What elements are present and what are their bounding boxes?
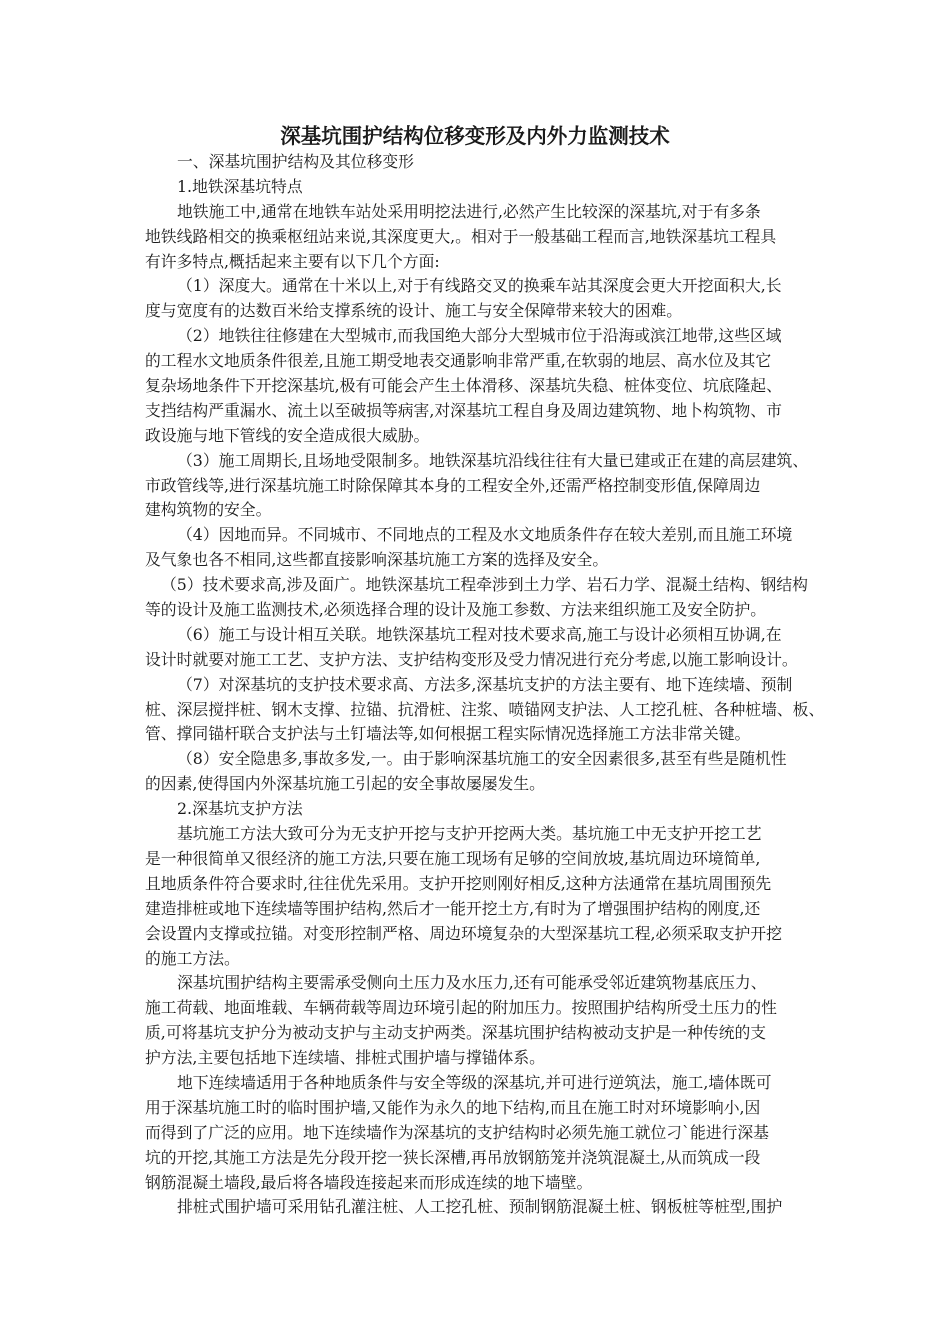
text-line: 是一种很简单又很经济的施工方法,只要在施工现场有足够的空间放坡,基坑周边环境简单, [145,848,761,868]
text-line: 基坑施工方法大致可分为无支护开挖与支护开挖两大类。基坑施工中无支护开挖工艺 [177,824,762,844]
text-line: （8）安全隐患多,事故多发,一。由于影响深基坑施工的安全因素很多,甚至有些是随机性 [177,749,787,769]
text-line: 设计时就要对施工工艺、支护方法、支护结构变形及受力情况进行充分考虑,以施工影响设计。 [145,649,798,669]
text-line: （6）施工与设计相互关联。地铁深基坑工程对技术要求高,施工与设计必须相互协调,在 [177,624,782,644]
text-line: （3）施工周期长,且场地受限制多。地铁深基坑沿线往往有大量已建或正在建的高层建筑、 [177,450,809,470]
text-line: 2.深基坑支护方法 [177,799,303,819]
text-line: 坑的开挖,其施工方法是先分段开挖一狭长深槽,再吊放钢筋笼并浇筑混凝土,从而筑成一段 [145,1147,761,1167]
text-line: 钢筋混凝土墙段,最后将各墙段连接起来而形成连续的地下墙壁。 [145,1172,593,1192]
text-line: 质,可将基坑支护分为被动支护与主动支护两类。深基坑围护结构被动支护是一种传统的支 [145,1023,767,1043]
text-line: （1）深度大。通常在十米以上,对于有线路交叉的换乘车站其深度会更大开挖面积大,长 [177,276,782,296]
text-line: 地铁施工中,通常在地铁车站处采用明挖法进行,必然产生比较深的深基坑,对于有多条 [177,201,761,221]
text-line: 等的设计及施工监测技术,必须选择合理的设计及施工参数、方法来组织施工及安全防护。 [145,600,767,620]
text-line: 及气象也各不相同,这些都直接影响深基坑施工方案的选择及安全。 [145,550,609,570]
text-line: 施工荷载、地面堆载、车辆荷载等周边环境引起的附加压力。按照围护结构所受土压力的性 [145,998,777,1018]
text-line: 的工程水文地质条件很差,且施工期受地表交通影响非常严重,在软弱的地层、高水位及其它 [145,351,772,371]
text-line: （2）地铁往往修建在大型城市,而我国绝大部分大型城市位于沿海或滨江地带,这些区域 [177,326,782,346]
text-line: 护方法,主要包括地下连续墙、排桩式围护墙与撑锚体系。 [145,1048,545,1068]
text-line: 复杂场地条件下开挖深基坑,极有可能会产生土体滑移、深基坑失稳、桩体变位、坑底隆起、 [145,376,782,396]
text-line: 用于深基坑施工时的临时围护墙,又能作为永久的地下结构,而且在施工时对环境影响小,因 [145,1097,761,1117]
text-line: （5）技术要求高,涉及面广。地铁深基坑工程牵涉到土力学、岩石力学、混凝土结构、钢结构 [161,575,808,595]
text-line: 度与宽度有的达数百米给支撑系统的设计、施工与安全保障带来较大的困难。 [145,301,683,321]
text-line: 政设施与地下管线的安全造成很大威胁。 [145,425,430,445]
text-line: 桩、深层搅拌桩、钢木支撑、拉锚、抗滑桩、注浆、喷锚网支护法、人工挖孔桩、各种桩墙、板、 [145,699,825,719]
text-line: 管、撑同锚杆联合支护法与土钉墙法等,如何根据工程实际情况选择施工方法非常关键。 [145,724,751,744]
text-line: 地下连续墙适用于各种地质条件与安全等级的深基坑,并可进行逆筑法，施工,墙体既可 [177,1072,772,1092]
text-line: 的施工方法。 [145,948,240,968]
text-line: 且地质条件符合要求时,往往优先采用。支护开挖则刚好相反,这种方法通常在基坑周围预先 [145,873,772,893]
text-line: 市政管线等,进行深基坑施工时除保障其本身的工程安全外,还需严格控制变形值,保障周边 [145,475,761,495]
text-line: 排桩式围护墙可采用钻孔灌注桩、人工挖孔桩、预制钢筋混凝土桩、钢板桩等桩型,围护 [177,1197,783,1217]
text-line: 有许多特点,概括起来主要有以下几个方面: [145,251,440,271]
text-line: 会设置内支撑或拉锚。对变形控制严格、周边环境复杂的大型深基坑工程,必须采取支护开挖 [145,923,782,943]
text-line: 一、深基坑围护结构及其位移变形 [177,152,414,171]
document-title: 深基坑围护结构位移变形及内外力监测技术 [280,124,670,148]
text-line: 的因素,使得国内外深基坑施工引起的安全事故屡屡发生。 [145,774,545,794]
document-body [145,150,825,1220]
text-line: 建造排桩或地下连续墙等围护结构,然后才一能开挖土方,有时为了增强围护结构的刚度,还 [145,898,761,918]
text-line: 建构筑物的安全。 [145,500,272,520]
text-line: （7）对深基坑的支护技术要求高、方法多,深基坑支护的方法主要有、地下连续墙、预制 [177,674,793,694]
text-line: 而得到了广泛的应用。地下连续墙作为深基坑的支护结构时必须先施工就位刁`能进行深基 [145,1122,769,1142]
text-line: 1.地铁深基坑特点 [177,176,303,196]
text-line: 支挡结构严重漏水、流土以至破损等病害,对深基坑工程自身及周边建筑物、地卜构筑物、市 [145,400,782,420]
text-line: 深基坑围护结构主要需承受侧向土压力及水压力,还有可能承受邻近建筑物基底压力、 [177,973,767,993]
text-line: （4）因地而异。不同城市、不同地点的工程及水文地质条件存在较大差别,而且施工环境 [177,525,793,545]
text-line: 地铁线路相交的换乘枢纽站来说,其深度更大,。相对于一般基础工程而言,地铁深基坑工程具 [145,226,777,246]
